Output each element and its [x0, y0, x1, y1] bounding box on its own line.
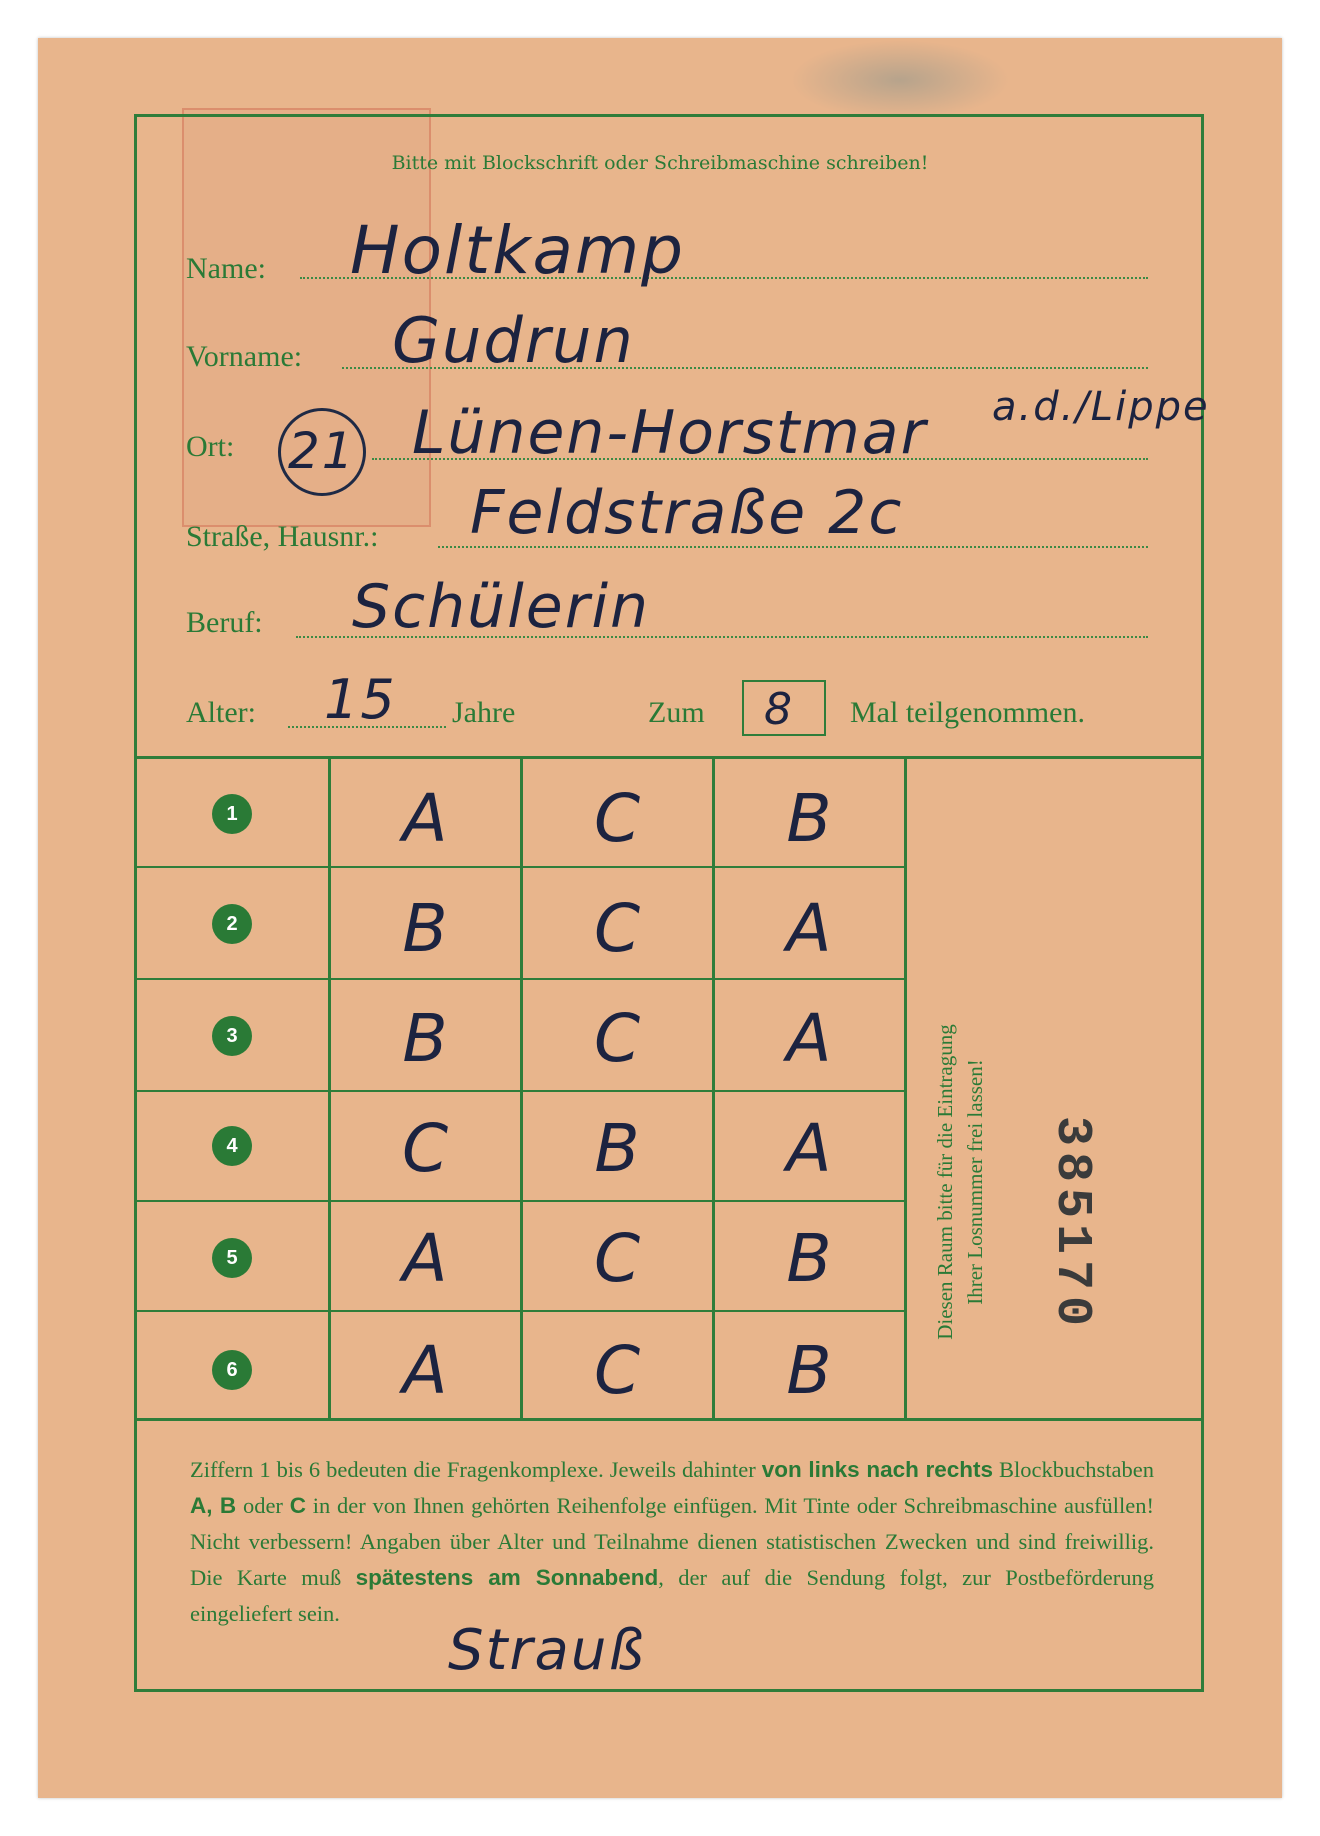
ort-suffix: a.d./Lippe	[992, 384, 1210, 430]
vorname-value: Gudrun	[392, 304, 635, 377]
row-number-badge: 4	[212, 1126, 252, 1166]
answer-cell: B	[402, 1000, 448, 1077]
signature: Strauß	[448, 1618, 646, 1683]
answer-cell: C	[593, 1220, 641, 1297]
answer-cell: C	[593, 780, 641, 857]
strasse-label: Straße, Hausnr.:	[186, 520, 379, 553]
side-note-line-2: Ihrer Losnummer frei lassen!	[963, 1059, 987, 1305]
footer-text-part: Blockbuchstaben	[993, 1457, 1154, 1482]
alter-value: 15	[324, 668, 397, 731]
answer-cell: A	[786, 890, 832, 967]
answer-cell: B	[786, 1220, 832, 1297]
ort-code: 21	[288, 422, 356, 480]
grid-bottom-border	[134, 1418, 1204, 1421]
answer-cell: A	[402, 1332, 448, 1409]
grid-col-divider-4	[904, 756, 907, 1418]
answer-cell: A	[786, 1000, 832, 1077]
row-number-badge: 1	[212, 794, 252, 834]
row-number-badge: 2	[212, 904, 252, 944]
footer-bold-part: von links nach rechts	[761, 1457, 994, 1482]
name-label: Name:	[186, 252, 266, 285]
answer-cell: B	[594, 1110, 640, 1187]
footer-text-part: in der von Ihnen gehörten Reihenfolge einfügen. Mit Tinte oder Schreibmaschine ausfüllen! Nicht verbessern! Angaben über Alter und Teilnahme dienen statistischen Zwecken und sind freiwillig. Die Karte muß	[190, 1493, 1154, 1590]
zum-label: Zum	[648, 696, 705, 729]
grid-row-line-1	[136, 866, 904, 868]
answer-cell: A	[402, 1220, 448, 1297]
ort-value: Lünen-Horstmar	[412, 398, 928, 468]
mal-label: Mal teilgenommen.	[850, 696, 1085, 729]
vorname-label: Vorname:	[186, 340, 303, 373]
strasse-value: Feldstraße 2c	[470, 478, 904, 548]
beruf-value: Schülerin	[352, 572, 651, 642]
grid-top-border	[134, 756, 1204, 759]
grid-row-line-3	[136, 1090, 904, 1092]
answer-cell: B	[402, 890, 448, 967]
lot-number: 385170	[1043, 1116, 1100, 1333]
answer-cell: B	[786, 780, 832, 857]
form-instruction: Bitte mit Blockschrift oder Schreibmaschine schreiben!	[391, 152, 929, 174]
answer-cell: B	[786, 1332, 832, 1409]
footer-text-part: Ziffern 1 bis 6 bedeuten die Fragenkomplexe. Jeweils dahinter	[190, 1457, 762, 1482]
answer-cell: C	[401, 1110, 449, 1187]
footer-text-part: oder	[236, 1493, 290, 1518]
alter-label: Alter:	[186, 696, 256, 729]
row-number-badge: 3	[212, 1016, 252, 1056]
answer-cell: C	[593, 1000, 641, 1077]
grid-row-line-4	[136, 1200, 904, 1202]
answer-cell: C	[593, 1332, 641, 1409]
footer-instructions	[190, 1452, 1154, 1632]
grid-row-line-2	[136, 978, 904, 980]
answer-cell: A	[786, 1110, 832, 1187]
footer-bold-part: spätestens am Sonnabend	[355, 1565, 659, 1590]
participation-count: 8	[764, 684, 794, 735]
footer-bold-part: A, B	[190, 1493, 237, 1518]
side-note	[930, 962, 990, 1402]
grid-row-line-5	[136, 1310, 904, 1312]
footer-text-part: , der auf die Sendung folgt, zur Postbeförderung eingeliefert sein.	[190, 1565, 1154, 1626]
side-note-line-1: Diesen Raum bitte für die Eintragung	[933, 1024, 957, 1340]
beruf-label: Beruf:	[186, 606, 263, 639]
jahre-label: Jahre	[452, 696, 516, 729]
answer-cell: C	[593, 890, 641, 967]
row-number-badge: 6	[212, 1350, 252, 1390]
row-number-badge: 5	[212, 1238, 252, 1278]
ort-label: Ort:	[186, 430, 235, 463]
ink-smudge	[790, 40, 1010, 120]
name-value: Holtkamp	[350, 212, 686, 289]
footer-bold-part: C	[289, 1493, 306, 1518]
answer-cell: A	[402, 780, 448, 857]
